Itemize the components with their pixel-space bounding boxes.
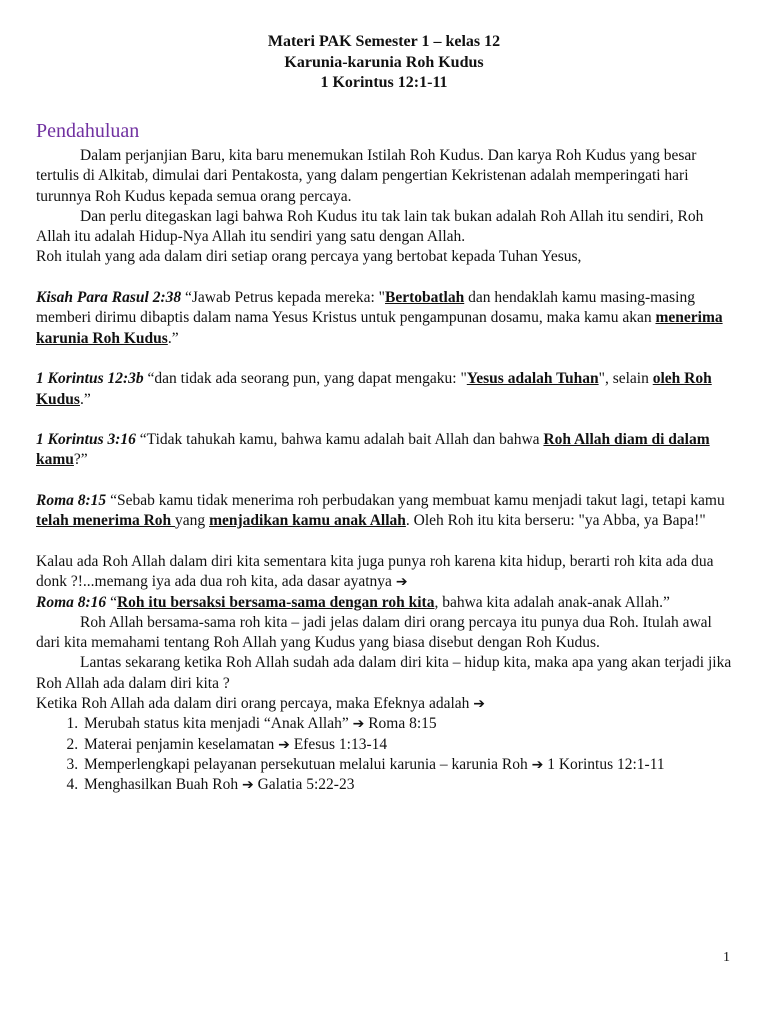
verse-1cor-12-3b bbox=[36, 369, 736, 410]
list-item: 2. Materai penjamin keselamatan ➔ Efesus 1:13-14 bbox=[82, 735, 736, 755]
verse-highlight: Roh Allah diam di dalam kamu bbox=[36, 431, 710, 469]
verse-text: “Sebab kamu tidak menerima roh perbudakan yang membuat kamu menjadi takut lagi, tetapi kamu bbox=[106, 492, 725, 510]
verse-text: ", selain bbox=[598, 370, 653, 388]
verse-highlight: Roh itu bersaksi bersama-sama dengan roh kita bbox=[116, 593, 435, 611]
verse-reference: Kisah Para Rasul 2:38 bbox=[36, 289, 182, 307]
arrow-right-icon: ➔ bbox=[278, 736, 290, 753]
paragraph-text: Kalau ada Roh Allah dalam diri kita sementara kita juga punya roh karena kita hidup, berarti roh kita ada dua donk ?!...memang iya ada dua roh kita, ada dasar ayatnya bbox=[36, 552, 714, 591]
list-item: 4. Menghasilkan Buah Roh ➔ Galatia 5:22-23 bbox=[82, 775, 736, 795]
list-item-reference: Roma 8:15 bbox=[368, 715, 437, 733]
verse-highlight: menerima karunia Roh Kudus bbox=[36, 309, 723, 347]
verse-highlight: telah menerima Roh bbox=[36, 512, 176, 530]
verse-text: “ bbox=[106, 593, 117, 611]
verse-text: , bahwa kita adalah anak-anak Allah.” bbox=[434, 593, 670, 611]
list-item-reference: 1 Korintus 12:1-11 bbox=[547, 755, 665, 773]
paragraph-question: Lantas sekarang ketika Roh Allah sudah ada dalam diri kita – hidup kita, maka apa yang akan terjadi jika Roh Allah ada dalam diri kita ? bbox=[36, 654, 732, 692]
intro-paragraph-2: Dan perlu ditegaskan lagi bahwa Roh Kudus itu tak lain tak bukan adalah Roh Allah itu sendiri, Roh Allah itu adalah Hidup-Nya Allah itu sendiri yang satu dengan Allah. bbox=[36, 207, 704, 246]
verse-text: “Jawab Petrus kepada mereka: " bbox=[181, 289, 386, 307]
paragraph-two-spirits-explained: Roh Allah bersama-sama roh kita – jadi jelas dalam diri orang percaya itu punya dua Roh. Itulah awal dari kita memahami tentang Roh Allah yang Kudus yang biasa disebut dengan Roh Kudus. bbox=[36, 613, 712, 652]
intro-paragraph-3: Roh itulah yang ada dalam diri setiap orang percaya yang bertobat kepada Tuhan Yesus, bbox=[36, 248, 582, 266]
verse-highlight: oleh Roh Kudus bbox=[36, 370, 712, 408]
title-line-3: 1 Korintus 12:1-11 bbox=[320, 74, 448, 91]
arrow-right-icon: ➔ bbox=[531, 756, 544, 773]
intro-paragraph-1: Dalam perjanjian Baru, kita baru menemukan Istilah Roh Kudus. Dan karya Roh Kudus yang besar tertulis di Alkitab, dimulai dari Pentakosta, yang dalam pengertian Kekristenan adalah memperingati hari turunnya Roh Kudus kepada semua orang percaya. bbox=[36, 147, 697, 205]
verse-reference: 1 Korintus 3:16 bbox=[36, 431, 136, 449]
verse-text: .” bbox=[167, 329, 179, 347]
arrow-right-icon: ➔ bbox=[395, 574, 408, 591]
effects-list bbox=[36, 714, 736, 795]
verse-text: yang bbox=[175, 512, 210, 530]
arrow-right-icon: ➔ bbox=[473, 696, 485, 713]
arrow-right-icon: ➔ bbox=[242, 777, 254, 794]
title-block bbox=[0, 32, 768, 94]
verse-1cor-3-16 bbox=[36, 430, 736, 471]
verse-reference: 1 Korintus 12:3b bbox=[36, 370, 144, 388]
verse-romans-8-16 bbox=[36, 593, 736, 613]
verse-highlight: menjadikan kamu anak Allah bbox=[209, 512, 406, 530]
verse-text: “dan tidak ada seorang pun, yang dapat mengaku: " bbox=[143, 370, 467, 388]
verse-highlight: Yesus adalah Tuhan bbox=[466, 370, 599, 388]
list-item-reference: Galatia 5:22-23 bbox=[257, 776, 355, 794]
verse-text: ?” bbox=[73, 451, 88, 469]
verse-text: . Oleh Roh itu kita berseru: "ya Abba, ya Bapa!" bbox=[405, 512, 706, 530]
paragraph-two-spirits bbox=[36, 552, 736, 593]
list-item: 1. Merubah status kita menjadi “Anak Allah” ➔ Roma 8:15 bbox=[82, 714, 736, 734]
page-number: 1 bbox=[723, 950, 730, 965]
verse-text: dan hendaklah kamu masing-masing memberi dirimu dibaptis dalam nama Yesus Kristus untuk pengampunan dosamu, maka kamu akan bbox=[36, 289, 695, 327]
paragraph-effects-intro bbox=[36, 694, 736, 714]
paragraph-text: Ketika Roh Allah ada dalam diri orang percaya, maka Efeknya adalah bbox=[36, 695, 470, 713]
section-heading: Pendahuluan bbox=[36, 120, 140, 142]
verse-acts-2-38 bbox=[36, 288, 736, 349]
list-item-reference: Efesus 1:13-14 bbox=[293, 735, 388, 753]
verse-reference: Roma 8:16 bbox=[36, 593, 107, 611]
verse-text: .” bbox=[79, 390, 91, 408]
list-item: 3. Memperlengkapi pelayanan persekutuan melalui karunia – karunia Roh ➔ 1 Korintus 12:1-11 bbox=[82, 755, 736, 775]
arrow-right-icon: ➔ bbox=[352, 716, 365, 733]
verse-romans-8-15 bbox=[36, 491, 736, 532]
document-body bbox=[36, 146, 736, 796]
title-line-2: Karunia-karunia Roh Kudus bbox=[284, 53, 484, 71]
title-line-1: Materi PAK Semester 1 – kelas 12 bbox=[267, 33, 501, 50]
verse-reference: Roma 8:15 bbox=[36, 492, 107, 510]
verse-highlight: Bertobatlah bbox=[385, 289, 465, 307]
verse-text: “Tidak tahukah kamu, bahwa kamu adalah bait Allah dan bahwa bbox=[135, 431, 544, 449]
